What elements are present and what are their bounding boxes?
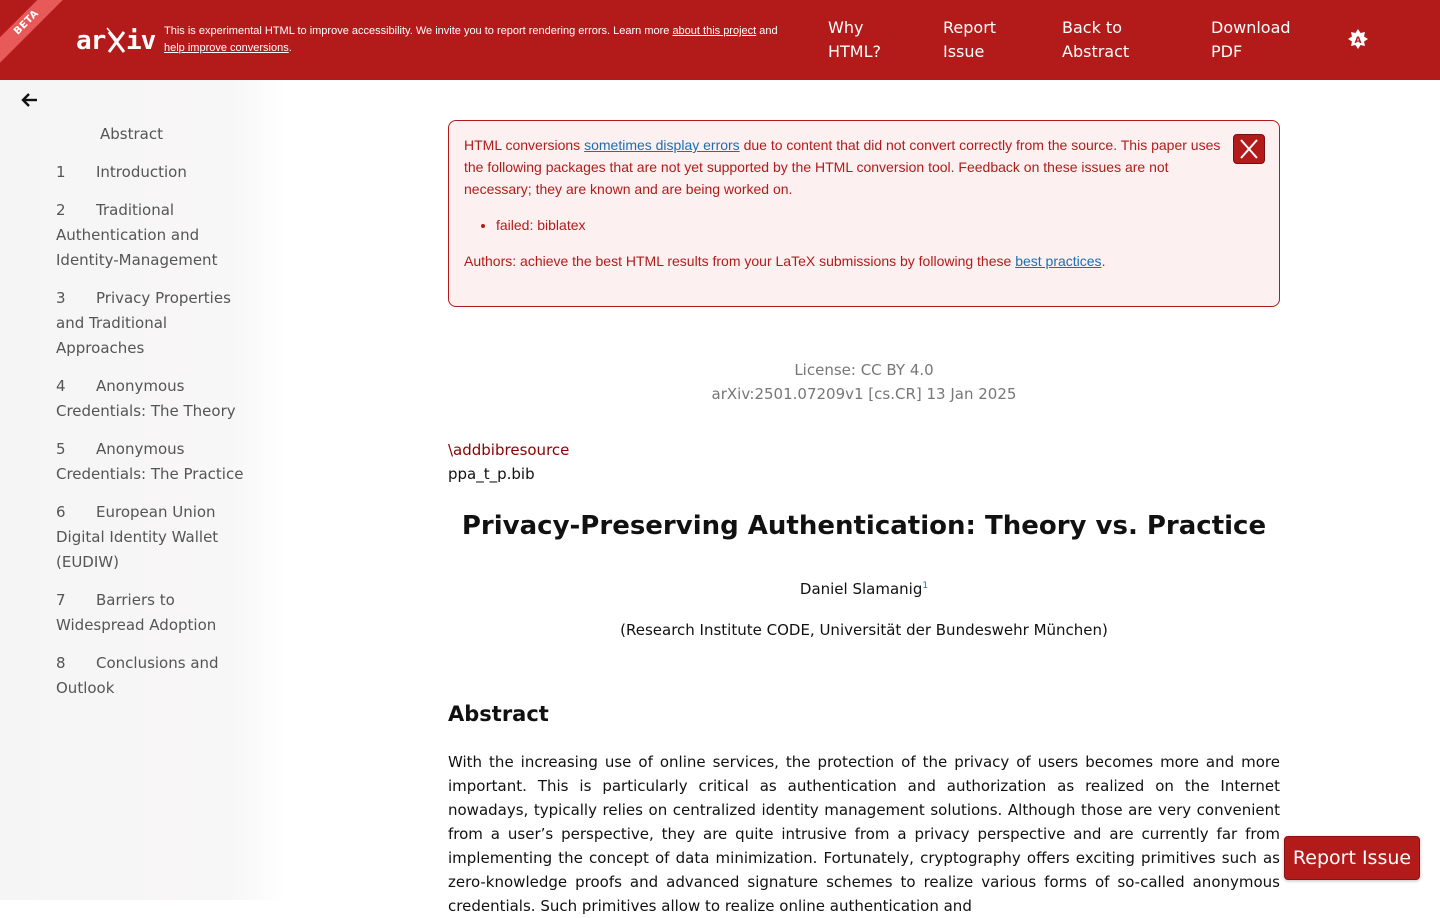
- theme-toggle-icon[interactable]: [1347, 28, 1369, 50]
- best-practices-link[interactable]: best practices: [1015, 253, 1102, 269]
- beta-ribbon: BETA: [0, 0, 72, 68]
- svg-text:ar: ar: [76, 26, 106, 56]
- close-icon: [1234, 135, 1264, 163]
- nav-report-issue[interactable]: Report Issue: [943, 18, 997, 61]
- arrow-left-icon[interactable]: [20, 90, 40, 110]
- close-button[interactable]: [1233, 134, 1265, 164]
- table-of-contents: [56, 122, 256, 714]
- authors-advice: [464, 250, 1221, 272]
- toc-item-conclusions[interactable]: [56, 651, 256, 701]
- svg-text:A: A: [1354, 36, 1362, 46]
- notice-mid: and: [756, 25, 778, 37]
- author-line: [448, 574, 1280, 601]
- toc-label: Abstract: [100, 125, 163, 143]
- toc-item-eudiw[interactable]: [56, 500, 256, 575]
- toc-item-barriers[interactable]: [56, 588, 256, 638]
- toc-item-privacy-properties[interactable]: [56, 286, 256, 361]
- author-footnote-link[interactable]: 1: [922, 581, 929, 591]
- site-header: [0, 0, 1440, 80]
- toc-label: Privacy Properties and Traditional Approaches: [56, 289, 231, 357]
- toc-item-traditional-authentication[interactable]: [56, 198, 256, 273]
- list-item: • failed: biblatex: [496, 214, 1221, 236]
- notice-text: This is experimental HTML to improve accessibility. We invite you to report rendering errors. Learn more: [164, 25, 673, 37]
- arxiv-id: arXiv:2501.07209v1 [cs.CR] 13 Jan 2025: [711, 385, 1017, 403]
- authors-text: Authors: achieve the best HTML results from your LaTeX submissions by following these: [464, 253, 1016, 269]
- header-notice: [164, 23, 804, 57]
- toc-label: Anonymous Credentials: The Theory: [56, 377, 236, 420]
- license-text: License: CC BY 4.0: [794, 361, 934, 379]
- display-errors-link[interactable]: sometimes display errors: [584, 137, 740, 153]
- addbib-block: [448, 438, 569, 486]
- toc-number: 2: [56, 201, 66, 219]
- toc-item-anonymous-theory[interactable]: [56, 374, 256, 424]
- nav-back-to-abstract[interactable]: Back to Abstract: [1062, 18, 1130, 61]
- toc-label: Anonymous Credentials: The Practice: [56, 440, 244, 483]
- paper-title: Privacy-Preserving Authentication: Theory vs. Practice: [461, 511, 1267, 541]
- help-improve-link[interactable]: help improve conversions: [164, 42, 289, 54]
- toc-number: 3: [56, 289, 66, 307]
- nav-why-html[interactable]: Why HTML?: [828, 18, 882, 61]
- toc-number: 8: [56, 654, 66, 672]
- authors-end: .: [1101, 253, 1106, 269]
- toc-number: 5: [56, 440, 66, 458]
- affiliation: (Research Institute CODE, Universität der Bundeswehr München): [620, 621, 1108, 639]
- toc-item-anonymous-practice[interactable]: [56, 437, 256, 487]
- toc-label: Introduction: [96, 163, 187, 181]
- abstract-heading: Abstract: [448, 702, 549, 726]
- addbib-file: ppa_t_p.bib: [448, 465, 535, 483]
- toc-label: European Union Digital Identity Wallet (EUDIW): [56, 503, 219, 571]
- warning-text-a: HTML conversions: [464, 137, 585, 153]
- toc-number: 4: [56, 377, 66, 395]
- svg-text:iv: iv: [126, 26, 156, 56]
- about-project-link[interactable]: about this project: [672, 25, 757, 37]
- toc-item-abstract[interactable]: [56, 122, 256, 147]
- paper-meta: [448, 358, 1280, 406]
- conversion-warning: [448, 120, 1280, 307]
- toc-label: Barriers to Widespread Adoption: [56, 591, 217, 634]
- addbib-command: \addbibresource: [448, 441, 570, 459]
- toc-label: Traditional Authentication and Identity-Management: [56, 201, 218, 269]
- toc-number: 7: [56, 591, 66, 609]
- report-issue-button[interactable]: Report Issue: [1284, 836, 1420, 880]
- warning-text: [464, 134, 1221, 200]
- toc-number: 1: [56, 163, 66, 181]
- author-name: Daniel Slamanig: [799, 580, 923, 598]
- toc-label: Conclusions and Outlook: [56, 654, 219, 697]
- arxiv-logo-mark: [76, 22, 156, 58]
- arxiv-logo[interactable]: [76, 22, 156, 58]
- warning-text-b: due to content that did not convert correctly from the source. This paper uses the following packages that are not yet supported by the HTML conversion tool. Feedback on these issues are not necessary; they are known and are being worked on.: [464, 137, 1221, 197]
- toc-item-introduction[interactable]: [56, 160, 256, 185]
- abstract-text: With the increasing use of online services, the protection of the privacy of users becomes more and more important. This is particularly critical as authentication and authorization as realized on the Internet nowadays, typically relies on centralized identity management solutions. Although those are very convenient from a user’s perspective, they are quite intrusive from a privacy perspective and are currently far from implementing the concept of data minimization. Fortunately, cryptography offers exciting primitives such as zero-knowledge proofs and advanced signature schemes to realize various forms of so-called anonymous credentials. Such primitives allow to realize online authentication and: [448, 753, 1280, 915]
- toc-number: 6: [56, 503, 66, 521]
- nav-download-pdf[interactable]: Download PDF: [1211, 18, 1291, 61]
- notice-end: .: [288, 42, 292, 54]
- unsupported-packages-list: [496, 214, 1221, 236]
